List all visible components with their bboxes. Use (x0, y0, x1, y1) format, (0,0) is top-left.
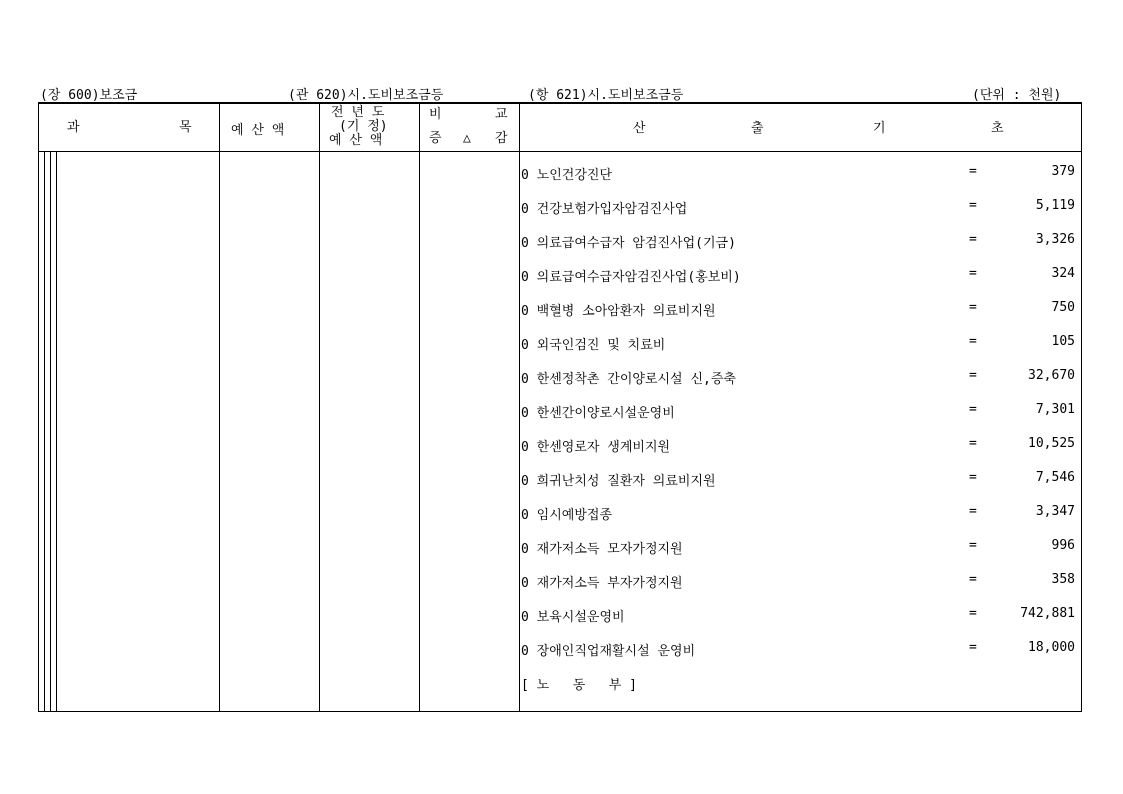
col-prev-1: 전 년 도 (331, 105, 385, 120)
column-divider (419, 104, 420, 711)
row-equals: = (969, 402, 977, 417)
row-equals: = (969, 538, 977, 553)
row-equals: = (969, 504, 977, 519)
col-prev-3: 예 산 액 (329, 133, 383, 148)
table-row (521, 572, 1081, 592)
row-amount: 324 (1051, 266, 1075, 281)
table-row (521, 470, 1081, 490)
col-compare-2: 교 (495, 107, 508, 122)
row-item-name: 0 임시예방접종 (521, 508, 613, 523)
row-equals: = (969, 470, 977, 485)
col-subject-2: 목 (179, 120, 192, 135)
row-amount: 358 (1051, 572, 1075, 587)
row-amount: 996 (1051, 538, 1075, 553)
budget-table (38, 102, 1082, 712)
col-compare-4: △ (463, 131, 471, 146)
row-item-name: 0 희귀난치성 질환자 의료비지원 (521, 474, 716, 489)
row-amount: 3,326 (1035, 232, 1075, 247)
subject-rule (56, 152, 57, 711)
col-compare-1: 비 (429, 107, 442, 122)
subject-rule (44, 152, 45, 711)
table-row (521, 232, 1081, 252)
subject-rule (50, 152, 51, 711)
table-row (521, 368, 1081, 388)
row-amount: 105 (1051, 334, 1075, 349)
table-row (521, 504, 1081, 524)
row-amount: 5,119 (1035, 198, 1075, 213)
row-equals: = (969, 640, 977, 655)
table-row (521, 198, 1081, 218)
col-basis-1: 산 (633, 121, 646, 136)
table-row (521, 606, 1081, 626)
chapter-label: (장 600)보조금 (40, 88, 138, 103)
row-item-name: 0 한센영로자 생계비지원 (521, 440, 671, 455)
row-equals: = (969, 300, 977, 315)
row-amount: 742,881 (1020, 606, 1075, 621)
ministry-section-label: [ 노 동 부 ] (521, 678, 637, 693)
row-item-name: 0 건강보험가입자암검진사업 (521, 202, 688, 217)
table-row (521, 334, 1081, 354)
header-rule (39, 151, 1081, 152)
row-equals: = (969, 266, 977, 281)
row-equals: = (969, 606, 977, 621)
table-row (521, 300, 1081, 320)
row-amount: 7,546 (1035, 470, 1075, 485)
row-item-name: 0 백혈병 소아암환자 의료비지원 (521, 304, 716, 319)
row-amount: 3,347 (1035, 504, 1075, 519)
col-compare-5: 감 (495, 131, 508, 146)
col-basis-2: 출 (751, 121, 764, 136)
row-item-name: 0 의료급여수급자암검진사업(홍보비) (521, 270, 741, 285)
row-item-name: 0 한센정착촌 간이양로시설 신,증축 (521, 372, 736, 387)
row-amount: 18,000 (1028, 640, 1075, 655)
table-row (521, 164, 1081, 184)
row-item-name: 0 한센간이양로시설운영비 (521, 406, 675, 421)
row-item-name: 0 장애인직업재활시설 운영비 (521, 644, 696, 659)
table-row (521, 538, 1081, 558)
row-equals: = (969, 232, 977, 247)
row-item-name: 0 의료급여수급자 암검진사업(기금) (521, 236, 736, 251)
row-equals: = (969, 368, 977, 383)
col-basis-4: 초 (991, 121, 1004, 136)
table-row (521, 402, 1081, 422)
column-divider (519, 104, 520, 711)
row-equals: = (969, 436, 977, 451)
row-item-name: 0 보육시설운영비 (521, 610, 625, 625)
column-divider (219, 104, 220, 711)
table-row (521, 266, 1081, 286)
col-compare-3: 증 (429, 131, 442, 146)
row-amount: 32,670 (1028, 368, 1075, 383)
item-label: (항 621)시.도비보조금등 (528, 88, 684, 103)
row-item-name: 0 재가저소득 부자가정지원 (521, 576, 683, 591)
row-amount: 750 (1051, 300, 1075, 315)
row-equals: = (969, 198, 977, 213)
row-item-name: 0 노인건강진단 (521, 168, 613, 183)
row-equals: = (969, 164, 977, 179)
row-amount: 7,301 (1035, 402, 1075, 417)
row-item-name: 0 재가저소득 모자가정지원 (521, 542, 683, 557)
row-amount: 379 (1051, 164, 1075, 179)
row-item-name: 0 외국인검진 및 치료비 (521, 338, 666, 353)
table-row (521, 436, 1081, 456)
section-label: (관 620)시.도비보조금등 (288, 88, 444, 103)
row-equals: = (969, 334, 977, 349)
col-subject-1: 과 (67, 120, 80, 135)
column-divider (319, 104, 320, 711)
unit-label: (단위 : 천원) (972, 88, 1062, 103)
row-equals: = (969, 572, 977, 587)
row-amount: 10,525 (1028, 436, 1075, 451)
col-budget: 예 산 액 (231, 123, 285, 138)
col-prev-2: (기 정) (339, 119, 388, 134)
table-row (521, 640, 1081, 660)
col-basis-3: 기 (873, 121, 886, 136)
